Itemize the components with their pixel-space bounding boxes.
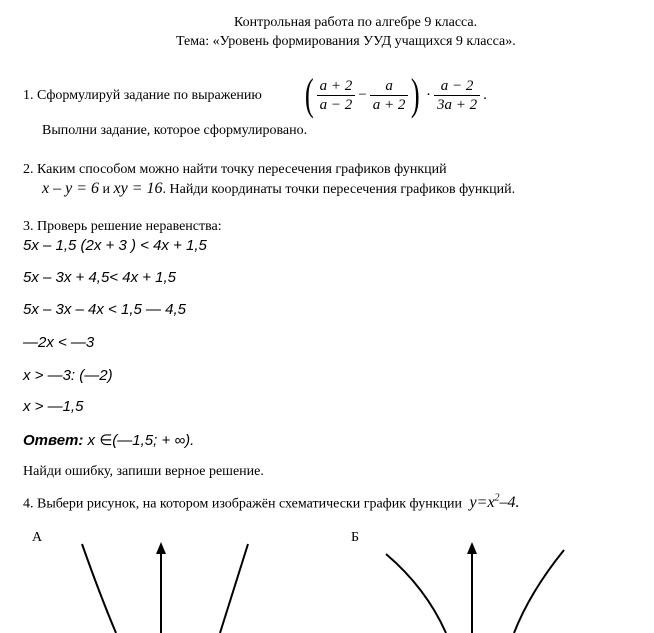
- graph-b-right-branch: [514, 550, 564, 633]
- minus-sign: −: [358, 86, 367, 103]
- fraction-3-numerator: a − 2: [434, 77, 480, 96]
- fraction-1-denominator: a − 2: [319, 96, 353, 113]
- graph-b: [370, 540, 590, 633]
- function-base: y=x: [469, 494, 495, 512]
- task2-equations-line: [42, 180, 515, 198]
- fraction-3-denominator: 3a + 2: [437, 96, 478, 113]
- solution-step-1: 5x – 1,5 (2x + 3 ) < 4x + 1,5: [23, 237, 207, 254]
- graph-label-b: Б: [351, 530, 360, 545]
- solution-step-4: —2x < —3: [23, 334, 95, 351]
- solution-step-5: x > —3: (—2): [23, 367, 113, 384]
- solution-step-2: 5x – 3x + 4,5< 4x + 1,5: [23, 269, 177, 286]
- task2-tail: . Найди координаты точки пересечения графиков функций.: [162, 182, 516, 197]
- answer-value: x ∈(—1,5; + ∞).: [83, 432, 195, 449]
- fraction-2: [370, 77, 409, 114]
- fraction-2-denominator: a + 2: [372, 96, 406, 113]
- right-paren: ): [411, 70, 421, 119]
- left-paren: (: [304, 70, 314, 119]
- graph-a-right-branch: [220, 544, 248, 633]
- equation-conjunction: и: [99, 182, 114, 197]
- fraction-2-numerator: a: [370, 77, 409, 96]
- task4-line: [23, 493, 520, 512]
- task1-text: 1. Сформулируй задание по выражению: [23, 88, 262, 103]
- document-theme: Тема: «Уровень формирования УУД учащихся 9 класса».: [176, 34, 516, 49]
- graph-b-left-branch: [386, 554, 446, 633]
- solution-answer: [23, 431, 194, 449]
- solution-step-3: 5x – 3x – 4x < 1,5 — 4,5: [23, 301, 187, 318]
- fraction-3: [434, 77, 480, 114]
- graph-a-left-branch: [82, 544, 116, 633]
- equation-1: x – y = 6: [42, 180, 99, 197]
- task4-text: 4. Выбери рисунок, на котором изображён схематически график функции: [23, 496, 463, 512]
- graph-b-arrow-icon: [467, 542, 477, 554]
- equation-2: xy = 16: [113, 180, 163, 197]
- solution-step-6: x > —1,5: [23, 398, 84, 415]
- graph-a: [60, 540, 280, 633]
- function-exponent: 2: [494, 493, 500, 504]
- fraction-1-numerator: a + 2: [317, 77, 356, 96]
- function-suffix: –4.: [499, 494, 520, 512]
- graph-a-arrow-icon: [156, 542, 166, 554]
- task2-text: 2. Каким способом можно найти точку пересечения графиков функций: [23, 162, 447, 177]
- task1-followup: Выполни задание, которое сформулировано.: [42, 123, 308, 138]
- task1-expression: [302, 70, 490, 120]
- graph-label-a: А: [32, 530, 43, 545]
- task4-function: [470, 494, 520, 511]
- fraction-1: [317, 77, 356, 114]
- answer-label: Ответ:: [23, 432, 84, 449]
- expression-end-period: .: [483, 86, 487, 103]
- task3-instruction: Найди ошибку, запиши верное решение.: [23, 464, 264, 479]
- document-title: Контрольная работа по алгебре 9 класса.: [234, 15, 478, 30]
- task3-text: 3. Проверь решение неравенства:: [23, 219, 222, 234]
- multiply-dot: ·: [426, 86, 432, 103]
